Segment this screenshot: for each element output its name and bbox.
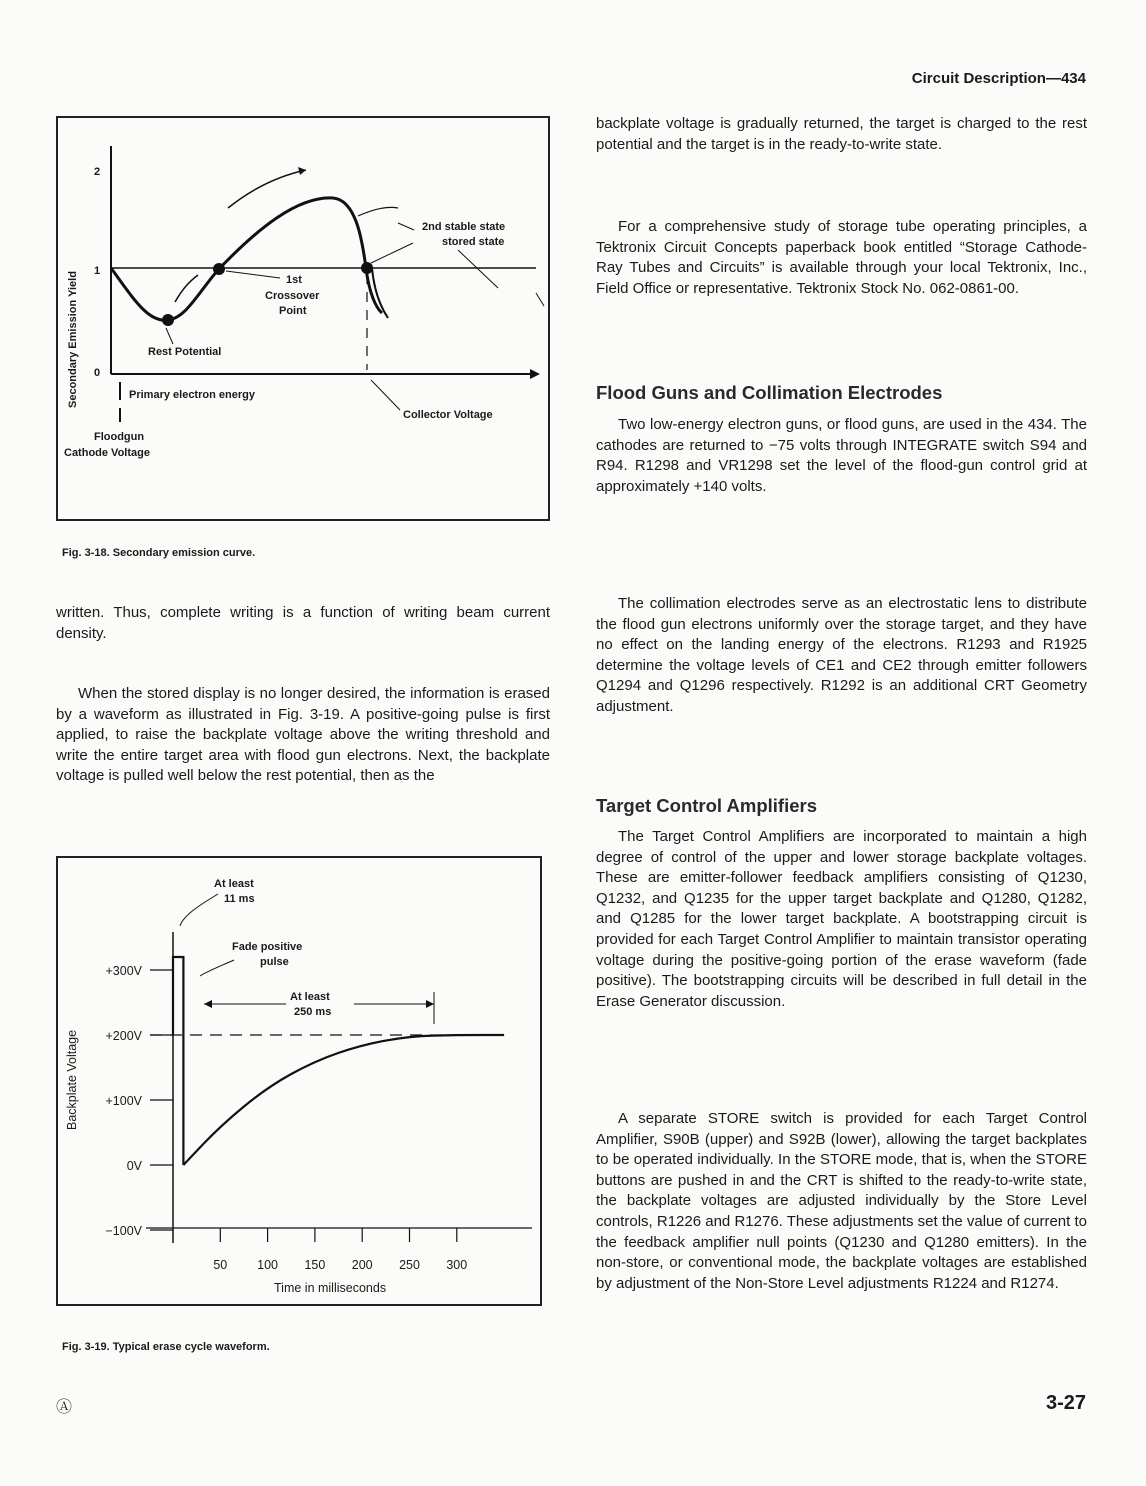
figure-3-18: [56, 116, 550, 521]
fig18-label-cathode-voltage: Cathode Voltage: [64, 447, 150, 459]
fig19-x-tick-label: 100: [257, 1258, 279, 1272]
fig19-x-tick-label: 50: [213, 1258, 228, 1272]
fig19-y-tick-label: −100V: [105, 1224, 142, 1238]
fig19-x-tick-label: 250: [399, 1258, 420, 1272]
fig19-y-tick-label: +200V: [105, 1029, 142, 1043]
right-para-3: Two low-energy electron guns, or flood guns, are used in the 434. The cathodes are returned to −75 volts through INTEGRATE switch S94 and R94. R1298 and VR1298 set the level of the flood-gun control grid at approximately +140 volts.: [596, 416, 1087, 495]
fig18-rest-potential-point: [162, 314, 174, 326]
erase-cycle-chart: [58, 858, 540, 1304]
right-para-2: For a comprehensive study of storage tube operating principles, a Tektronix Circuit Concepts paperback book entitled “Storage Cathode-Ray Tubes and Circuits” is available through your local Tektronix, Inc., Field Office or representative. Tektronix Stock No. 062-0861-00.: [596, 218, 1087, 297]
fig18-label-2nd-stable: 2nd stable state: [422, 221, 506, 233]
page-number: 3-27: [1045, 1392, 1086, 1414]
fig19-label-at-least-250: At least: [290, 991, 330, 1003]
section-heading-target-control: Target Control Amplifiers: [596, 795, 817, 816]
fig18-y-tick-2: 2: [94, 166, 101, 178]
fig19-y-axis-label: Backplate Voltage: [65, 1029, 79, 1130]
fig19-x-axis-label: Time in milliseconds: [274, 1281, 387, 1295]
fig18-label-stored-state: stored state: [442, 236, 505, 248]
fig19-pulse: [173, 957, 183, 1165]
figure-3-19: [56, 856, 542, 1306]
fig18-second-stable-point: [361, 262, 373, 274]
secondary-emission-curve: [58, 118, 548, 519]
running-header: Circuit Description—434: [911, 70, 1086, 87]
fig19-x-tick-label: 150: [304, 1258, 326, 1272]
fig18-label-collector-voltage: Collector Voltage: [403, 409, 493, 421]
fig18-label-floodgun: Floodgun: [94, 431, 145, 443]
fig19-label-pulse: pulse: [260, 956, 289, 968]
fig19-label-11ms: 11 ms: [224, 893, 255, 905]
right-para-5: The Target Control Amplifiers are incorporated to maintain a high degree of control of the upper and lower storage backplate voltages. These are emitter-follower feedback amplifiers consisting of Q1230, Q1232, and Q1235 for the upper target backplate and Q1280, Q1282, and Q1285 for the lower target backplate. A bootstrapping circuit is provided for each Target Control Amplifier to maintain transistor operating voltage during the positive-going portion of the erase waveform (fade positive). The bootstrapping circuits will be described in full detail in the Erase Generator discussion.: [596, 828, 1087, 1010]
section-heading-flood-guns: Flood Guns and Collimation Electrodes: [596, 382, 943, 403]
right-para-6: A separate STORE switch is provided for each Target Control Amplifier, S90B (upper) and S92B (lower), allowing the target backplates to be operated individually. In the STORE mode, that is, when the STORE buttons are pushed in and the CRT is shifted to the ready-to-write state, the backplate voltages are adjusted individually by the Store Level controls, R1226 and R1276. These adjustments set the value of current to the feedback amplifier null points (Q1230 and Q1280 emitters). In the non-store, or conventional mode, the backplate voltages are established by adjustment of the Non-Store Level adjustments R1224 and R1274.: [596, 1110, 1087, 1292]
left-para-2: When the stored display is no longer desired, the information is erased by a waveform as illustrated in Fig. 3-19. A positive-going pulse is first applied, to raise the backplate voltage above the writing threshold and write the entire target area with flood gun electrons. Next, the backplate voltage is pulled well below the rest potential, then as the: [56, 685, 550, 785]
right-para-4: The collimation electrodes serve as an electrostatic lens to distribute the flood gun electrons uniformly over the storage target, and they have no effect on the landing energy of the electrons. R1293 and R1925 determine the voltage levels of CE1 and CE2 through emitter followers Q1294 and Q1296 respectively. R1292 is an additional CRT Geometry adjustment.: [596, 595, 1087, 715]
fig18-label-1st: 1st: [286, 274, 302, 286]
fig19-x-tick-label: 300: [446, 1258, 468, 1272]
fig18-emission-curve: [111, 198, 382, 320]
right-para-1: backplate voltage is gradually returned, the target is charged to the rest potential and the target is in the ready-to-write state.: [596, 115, 1087, 153]
figure-3-18-caption: Fig. 3-18. Secondary emission curve.: [62, 547, 256, 559]
fig19-label-at-least: At least: [214, 878, 254, 890]
fig19-y-tick-label: +100V: [105, 1094, 142, 1108]
fig19-waveform: [183, 1035, 504, 1165]
left-para-1: written. Thus, complete writing is a function of writing beam current density.: [56, 604, 550, 642]
fig18-x-axis-arrow: [530, 369, 540, 379]
fig18-label-crossover: Crossover: [265, 290, 320, 302]
fig19-label-250ms: 250 ms: [294, 1006, 332, 1018]
fig18-arrow-stable: [358, 207, 398, 216]
fig19-label-fade-positive: Fade positive: [232, 941, 303, 953]
fig18-label-point: Point: [279, 305, 307, 317]
fig19-x-tick-label: 200: [351, 1258, 373, 1272]
fig18-arrow-up: [228, 170, 306, 208]
fig18-label-rest-potential: Rest Potential: [148, 346, 222, 358]
fig19-y-tick-label: 0V: [126, 1159, 142, 1173]
fig18-y-tick-1: 1: [94, 265, 101, 277]
fig18-y-tick-0: 0: [94, 367, 101, 379]
figure-3-19-caption: Fig. 3-19. Typical erase cycle waveform.: [62, 1341, 270, 1353]
fig19-y-tick-label: +300V: [105, 964, 142, 978]
fig18-y-axis-label: Secondary Emission Yield: [67, 271, 79, 408]
fig18-label-primary-energy: Primary electron energy: [129, 389, 255, 401]
fig18-crossover-point: [213, 263, 225, 275]
revision-mark: Ⓐ: [56, 1399, 73, 1416]
